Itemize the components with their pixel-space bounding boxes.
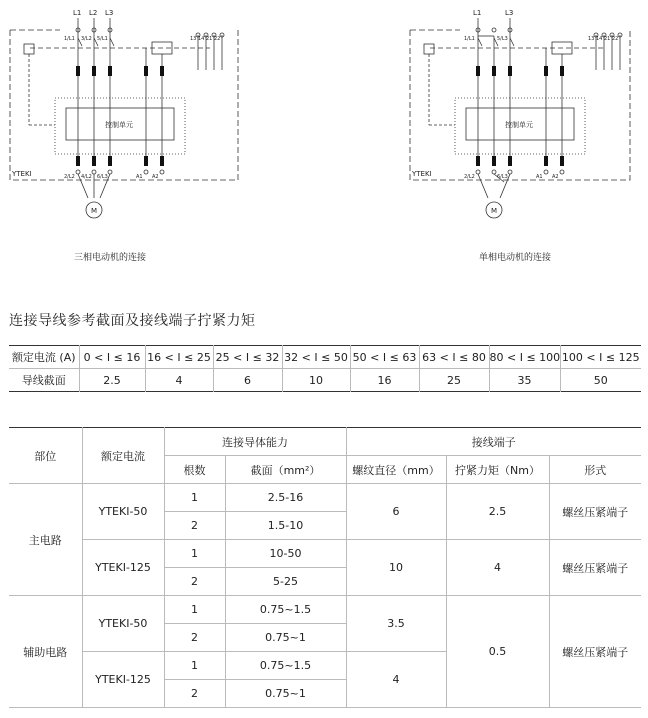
table-row <box>9 540 641 568</box>
torque-cell: 0.5 <box>446 596 549 708</box>
terminal-label: 5/L3 <box>497 36 508 42</box>
table-cell: 6 <box>213 369 282 392</box>
count-cell: 2 <box>164 512 225 540</box>
model-cell: YTEKI-50 <box>82 484 164 540</box>
aux-label: 22 <box>214 36 221 42</box>
phase-label: L3 <box>105 9 114 17</box>
table-row <box>9 346 641 369</box>
table-row <box>9 369 641 392</box>
brand-label: YTEKI <box>12 170 32 178</box>
section-cell: 0.75~1 <box>225 680 346 708</box>
terminal-label: 5/L1 <box>97 36 108 42</box>
wire-section-table <box>9 345 641 392</box>
table-cell: 16 < I ≤ 25 <box>145 346 213 369</box>
header-capacity: 连接导体能力 <box>164 428 346 456</box>
terminal-label: 1/L1 <box>64 36 75 42</box>
torque-cell: 4 <box>446 540 549 596</box>
header-form: 形式 <box>549 456 641 484</box>
motor-label: M <box>491 207 498 215</box>
single-phase-wiring-svg <box>400 0 648 230</box>
motor-label: M <box>91 207 98 215</box>
table-cell: 25 < I ≤ 32 <box>213 346 282 369</box>
aux-label: 21 <box>206 36 213 42</box>
section-title: 连接导线参考截面及接线端子拧紧力矩 <box>9 313 256 329</box>
section-cell: 0.75~1.5 <box>225 652 346 680</box>
terminal-label: 1/L1 <box>464 36 475 42</box>
thread-cell: 10 <box>346 540 446 596</box>
coil-label: A1 <box>136 174 143 180</box>
phase-label: L2 <box>89 9 98 17</box>
thread-cell: 6 <box>346 484 446 540</box>
table-cell: 25 <box>419 369 489 392</box>
header-torque: 拧紧力矩（Nm） <box>446 456 549 484</box>
three-phase-diagram <box>0 0 250 230</box>
thread-cell: 4 <box>346 652 446 708</box>
coil-label: A2 <box>152 174 159 180</box>
table-cell: 80 < I ≤ 100 <box>489 346 560 369</box>
header-count: 根数 <box>164 456 225 484</box>
form-cell: 螺丝压紧端子 <box>549 540 641 596</box>
table-cell: 4 <box>145 369 213 392</box>
form-cell: 螺丝压紧端子 <box>549 596 641 708</box>
aux-label: 22 <box>612 36 619 42</box>
table-cell: 100 < I ≤ 125 <box>560 346 641 369</box>
count-cell: 2 <box>164 624 225 652</box>
table-cell: 32 < I ≤ 50 <box>282 346 350 369</box>
row-header: 导线截面 <box>21 374 66 387</box>
terminal-label: 3/L2 <box>81 36 92 42</box>
header-terminal: 接线端子 <box>346 428 641 456</box>
bottom-terminal-label: 2/L2 <box>64 174 75 180</box>
section-cell: 0.75~1.5 <box>225 596 346 624</box>
control-unit-label: 控制单元 <box>105 121 133 129</box>
section-cell: 10-50 <box>225 540 346 568</box>
table-cell: 63 < I ≤ 80 <box>419 346 489 369</box>
phase-label: L1 <box>473 9 482 17</box>
table-cell: 50 < I ≤ 63 <box>350 346 419 369</box>
coil-label: A2 <box>552 174 559 180</box>
model-cell: YTEKI-125 <box>82 652 164 708</box>
section-cell: 0.75~1 <box>225 624 346 652</box>
count-cell: 1 <box>164 652 225 680</box>
torque-cell: 2.5 <box>446 484 549 540</box>
diagram-caption: 三相电动机的连接 <box>73 253 146 263</box>
thread-cell: 3.5 <box>346 596 446 652</box>
three-phase-wiring-svg <box>0 0 250 230</box>
coil-label: A1 <box>536 174 543 180</box>
table-row <box>9 596 641 624</box>
aux-label: 14 <box>198 36 205 42</box>
section-cell: 5-25 <box>225 568 346 596</box>
bottom-terminal-label: 4/L2 <box>81 174 92 180</box>
control-unit-label: 控制单元 <box>505 121 533 129</box>
part-cell: 主电路 <box>9 484 82 596</box>
bottom-terminal-label: 6/L3 <box>497 174 508 180</box>
section-cell: 1.5-10 <box>225 512 346 540</box>
row-header: 额定电流 (A) <box>9 346 79 369</box>
phase-label: L3 <box>505 9 514 17</box>
diagram-caption: 单相电动机的连接 <box>478 253 551 263</box>
count-cell: 1 <box>164 540 225 568</box>
table-cell: 16 <box>350 369 419 392</box>
model-cell: YTEKI-125 <box>82 540 164 596</box>
single-phase-diagram <box>400 0 648 230</box>
table-header-row <box>9 428 641 456</box>
table-cell: 2.5 <box>79 369 145 392</box>
header-part: 部位 <box>9 428 82 484</box>
table-row <box>9 484 641 512</box>
bottom-terminal-label: 2/L2 <box>464 174 475 180</box>
table-cell: 0 < I ≤ 16 <box>79 346 145 369</box>
table-cell: 10 <box>282 369 350 392</box>
bottom-terminal-label: 6/L3 <box>97 174 108 180</box>
table-cell: 35 <box>489 369 560 392</box>
section-cell: 2.5-16 <box>225 484 346 512</box>
count-cell: 1 <box>164 484 225 512</box>
brand-label: YTEKI <box>412 170 432 178</box>
header-section: 截面（mm²） <box>225 456 346 484</box>
phase-label: L1 <box>73 9 82 17</box>
aux-label: 13 <box>190 36 197 42</box>
aux-label: 21 <box>604 36 611 42</box>
table-cell: 50 <box>560 369 641 392</box>
terminal-spec-table <box>9 427 641 708</box>
header-thread: 螺纹直径（mm） <box>346 456 446 484</box>
count-cell: 2 <box>164 680 225 708</box>
part-cell: 辅助电路 <box>9 596 82 708</box>
count-cell: 2 <box>164 568 225 596</box>
model-cell: YTEKI-50 <box>82 596 164 652</box>
form-cell: 螺丝压紧端子 <box>549 484 641 540</box>
header-rated: 额定电流 <box>82 428 164 484</box>
aux-label: 13 <box>588 36 595 42</box>
count-cell: 1 <box>164 596 225 624</box>
aux-label: 14 <box>596 36 603 42</box>
